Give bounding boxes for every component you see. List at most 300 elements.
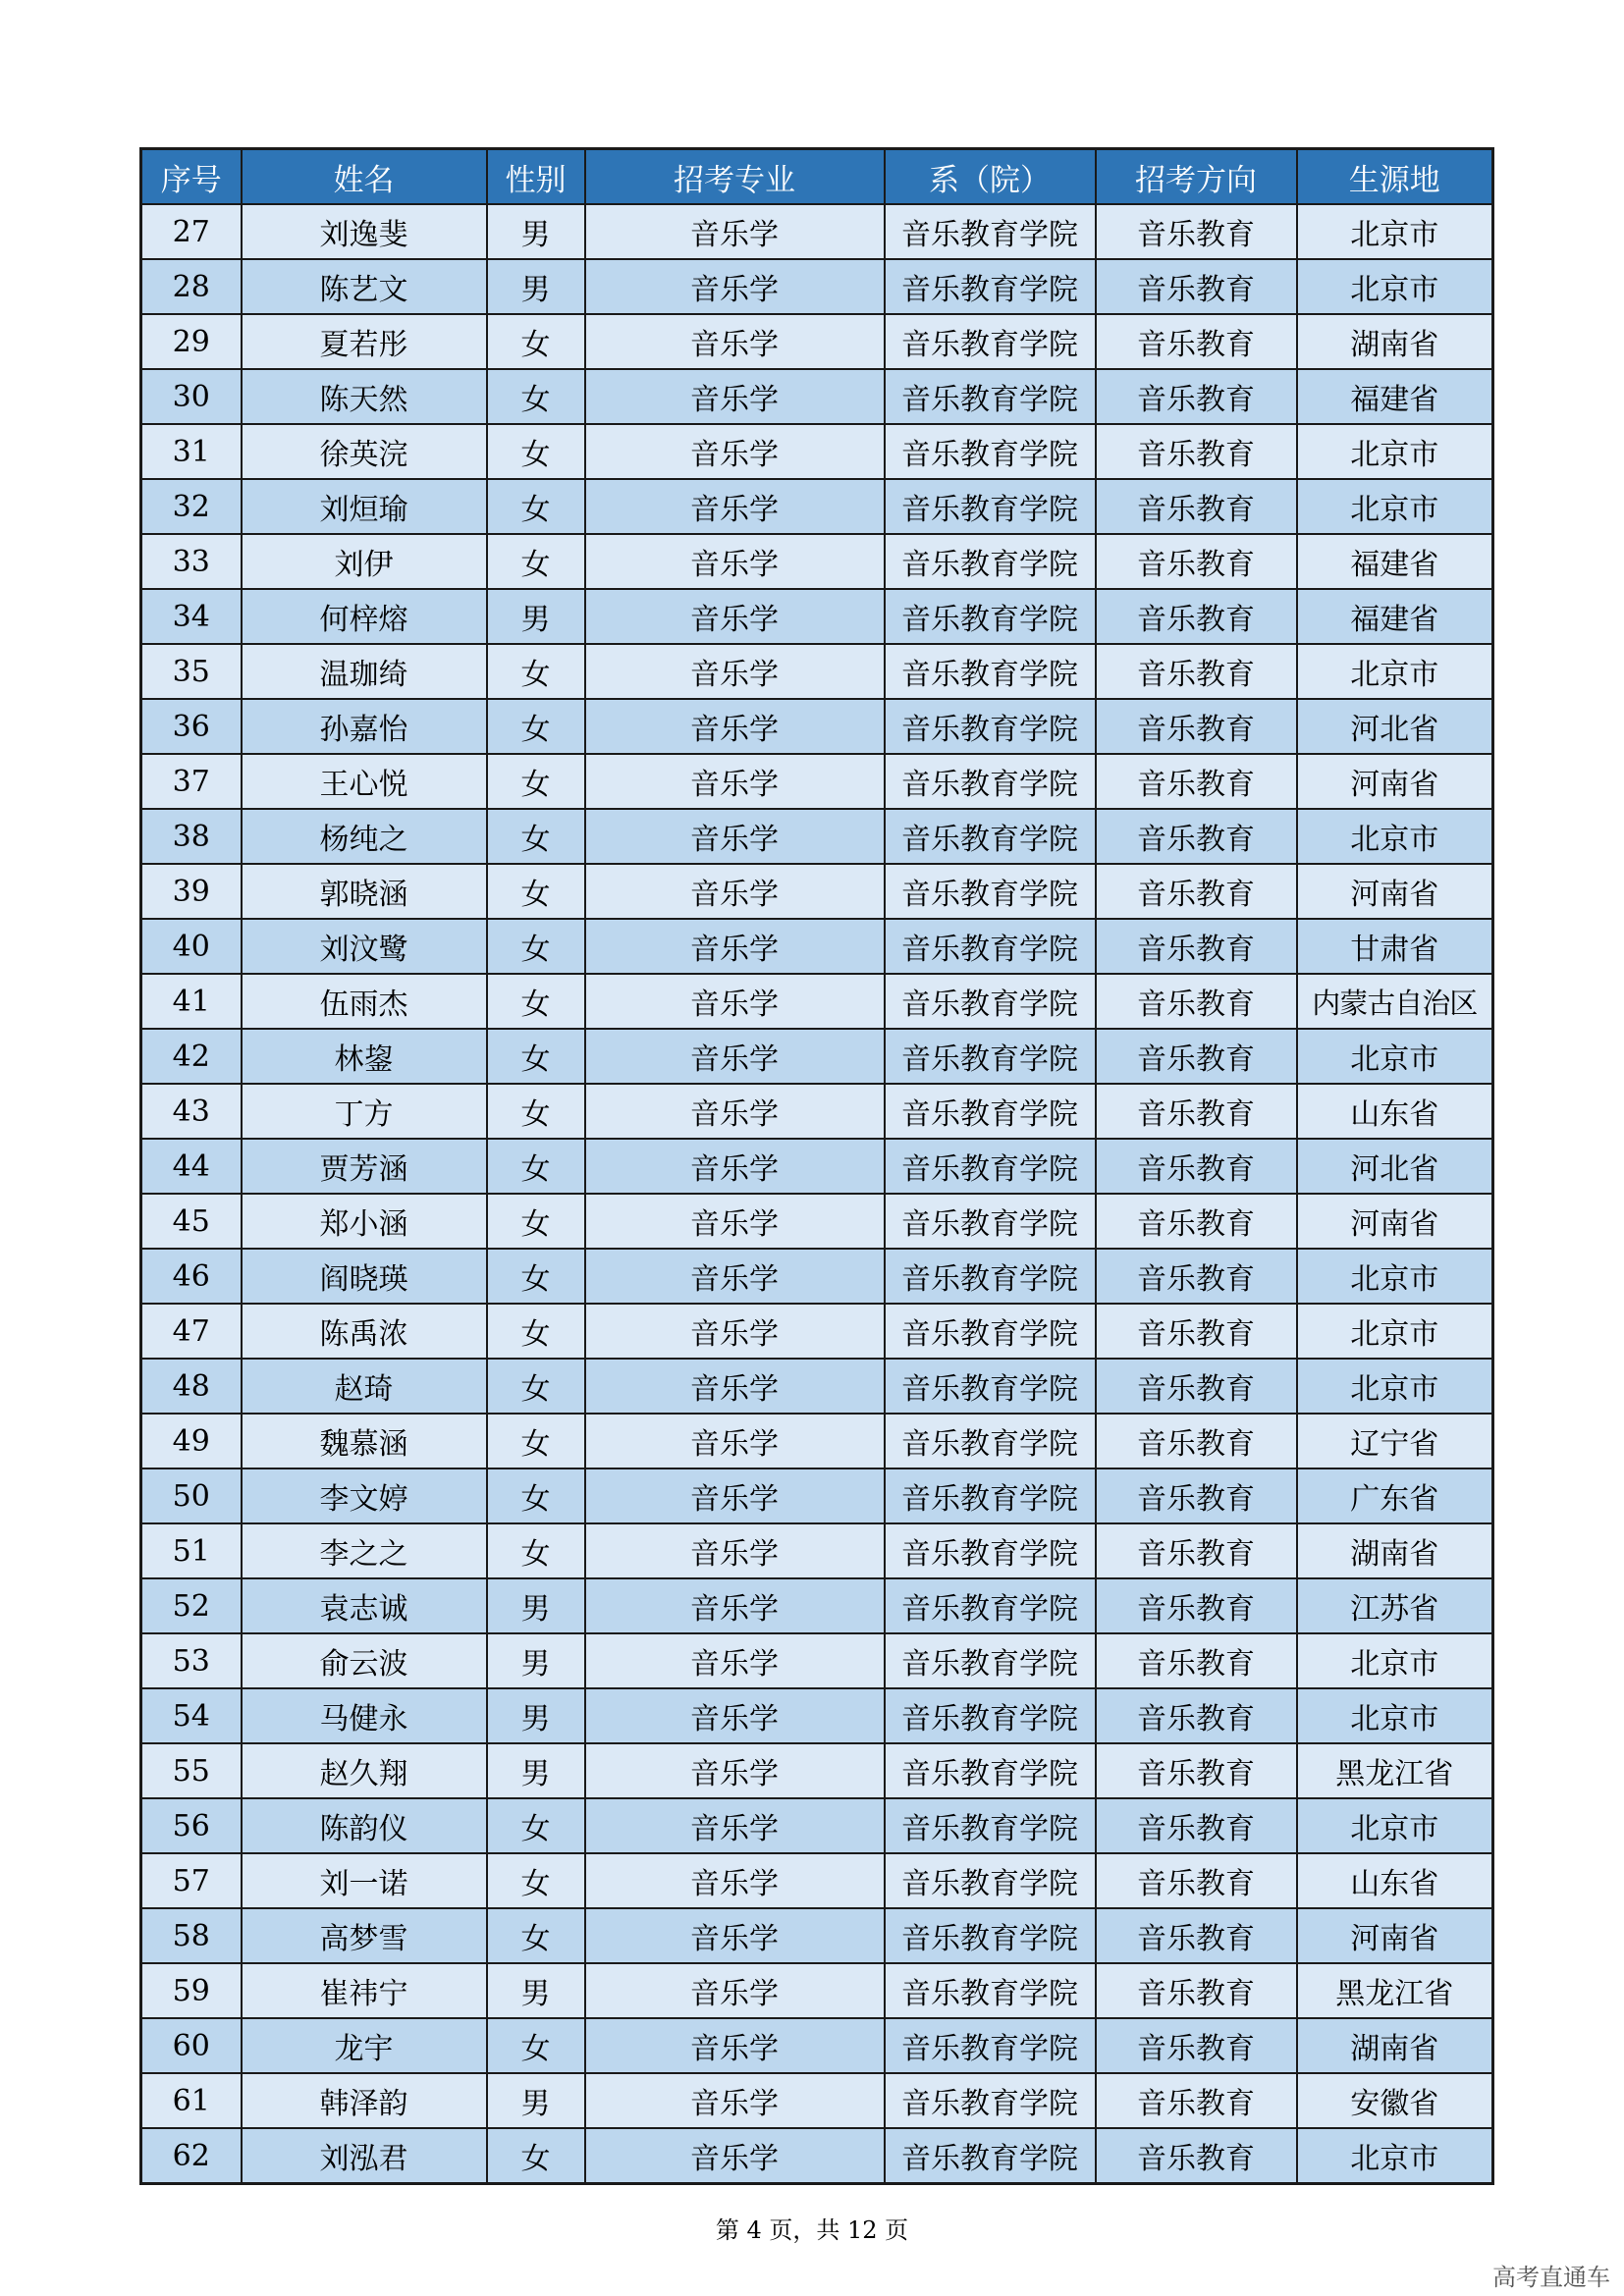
cell-origin: 河南省 xyxy=(1297,1908,1493,1963)
cell-index: 59 xyxy=(141,1963,242,2018)
cell-direction: 音乐教育 xyxy=(1096,1414,1297,1468)
cell-department: 音乐教育学院 xyxy=(885,699,1096,754)
cell-name: 陈韵仪 xyxy=(242,1798,487,1853)
cell-origin: 福建省 xyxy=(1297,369,1493,424)
cell-origin: 山东省 xyxy=(1297,1084,1493,1139)
cell-direction: 音乐教育 xyxy=(1096,314,1297,369)
cell-major: 音乐学 xyxy=(585,2128,885,2184)
table-row xyxy=(141,479,1493,534)
cell-gender: 女 xyxy=(487,1249,585,1304)
table-row xyxy=(141,809,1493,864)
cell-name: 陈禹浓 xyxy=(242,1304,487,1359)
cell-department: 音乐教育学院 xyxy=(885,1963,1096,2018)
cell-gender: 女 xyxy=(487,1139,585,1194)
cell-department: 音乐教育学院 xyxy=(885,1139,1096,1194)
cell-department: 音乐教育学院 xyxy=(885,1908,1096,1963)
cell-index: 46 xyxy=(141,1249,242,1304)
cell-direction: 音乐教育 xyxy=(1096,699,1297,754)
cell-direction: 音乐教育 xyxy=(1096,1853,1297,1908)
table-row xyxy=(141,1468,1493,1523)
cell-department: 音乐教育学院 xyxy=(885,809,1096,864)
cell-major: 音乐学 xyxy=(585,1414,885,1468)
cell-name: 丁方 xyxy=(242,1084,487,1139)
cell-origin: 湖南省 xyxy=(1297,1523,1493,1578)
cell-name: 陈艺文 xyxy=(242,259,487,314)
table-body xyxy=(141,204,1493,2184)
cell-major: 音乐学 xyxy=(585,589,885,644)
cell-index: 31 xyxy=(141,424,242,479)
cell-direction: 音乐教育 xyxy=(1096,369,1297,424)
cell-direction: 音乐教育 xyxy=(1096,204,1297,259)
cell-department: 音乐教育学院 xyxy=(885,1798,1096,1853)
cell-index: 39 xyxy=(141,864,242,919)
cell-index: 30 xyxy=(141,369,242,424)
table-row xyxy=(141,1578,1493,1633)
cell-major: 音乐学 xyxy=(585,864,885,919)
table-row xyxy=(141,699,1493,754)
cell-origin: 内蒙古自治区 xyxy=(1297,974,1493,1029)
cell-name: 刘泓君 xyxy=(242,2128,487,2184)
cell-major: 音乐学 xyxy=(585,1633,885,1688)
cell-direction: 音乐教育 xyxy=(1096,1908,1297,1963)
cell-index: 40 xyxy=(141,919,242,974)
table-row xyxy=(141,864,1493,919)
cell-name: 马健永 xyxy=(242,1688,487,1743)
table-row xyxy=(141,1688,1493,1743)
cell-gender: 女 xyxy=(487,1908,585,1963)
table-row xyxy=(141,534,1493,589)
cell-index: 32 xyxy=(141,479,242,534)
cell-origin: 湖南省 xyxy=(1297,314,1493,369)
table-row xyxy=(141,369,1493,424)
cell-major: 音乐学 xyxy=(585,1194,885,1249)
cell-department: 音乐教育学院 xyxy=(885,534,1096,589)
cell-gender: 女 xyxy=(487,1084,585,1139)
cell-department: 音乐教育学院 xyxy=(885,1578,1096,1633)
table-row xyxy=(141,204,1493,259)
cell-gender: 女 xyxy=(487,2128,585,2184)
table-row xyxy=(141,1084,1493,1139)
header-cell-origin: 生源地 xyxy=(1297,149,1493,205)
cell-origin: 河南省 xyxy=(1297,754,1493,809)
cell-gender: 男 xyxy=(487,204,585,259)
header-cell-major: 招考专业 xyxy=(585,149,885,205)
cell-department: 音乐教育学院 xyxy=(885,919,1096,974)
cell-major: 音乐学 xyxy=(585,699,885,754)
cell-gender: 女 xyxy=(487,754,585,809)
cell-origin: 安徽省 xyxy=(1297,2073,1493,2128)
cell-origin: 福建省 xyxy=(1297,589,1493,644)
header-cell-name: 姓名 xyxy=(242,149,487,205)
cell-index: 51 xyxy=(141,1523,242,1578)
cell-index: 60 xyxy=(141,2018,242,2073)
cell-name: 夏若彤 xyxy=(242,314,487,369)
cell-name: 李之之 xyxy=(242,1523,487,1578)
cell-origin: 湖南省 xyxy=(1297,2018,1493,2073)
cell-major: 音乐学 xyxy=(585,534,885,589)
cell-gender: 女 xyxy=(487,1359,585,1414)
cell-direction: 音乐教育 xyxy=(1096,1139,1297,1194)
cell-direction: 音乐教育 xyxy=(1096,2018,1297,2073)
cell-origin: 北京市 xyxy=(1297,809,1493,864)
cell-major: 音乐学 xyxy=(585,314,885,369)
cell-major: 音乐学 xyxy=(585,1139,885,1194)
cell-index: 49 xyxy=(141,1414,242,1468)
cell-gender: 女 xyxy=(487,479,585,534)
cell-gender: 女 xyxy=(487,314,585,369)
cell-department: 音乐教育学院 xyxy=(885,424,1096,479)
cell-index: 33 xyxy=(141,534,242,589)
cell-department: 音乐教育学院 xyxy=(885,2128,1096,2184)
cell-department: 音乐教育学院 xyxy=(885,479,1096,534)
cell-index: 38 xyxy=(141,809,242,864)
cell-direction: 音乐教育 xyxy=(1096,1633,1297,1688)
cell-department: 音乐教育学院 xyxy=(885,1084,1096,1139)
cell-major: 音乐学 xyxy=(585,2073,885,2128)
cell-major: 音乐学 xyxy=(585,479,885,534)
cell-department: 音乐教育学院 xyxy=(885,259,1096,314)
cell-major: 音乐学 xyxy=(585,644,885,699)
cell-department: 音乐教育学院 xyxy=(885,314,1096,369)
cell-origin: 北京市 xyxy=(1297,1359,1493,1414)
page-footer: 第 4 页，共 12 页 xyxy=(715,2216,909,2244)
table-row xyxy=(141,644,1493,699)
cell-department: 音乐教育学院 xyxy=(885,1523,1096,1578)
table-row xyxy=(141,314,1493,369)
cell-department: 音乐教育学院 xyxy=(885,974,1096,1029)
cell-name: 赵久翔 xyxy=(242,1743,487,1798)
cell-origin: 河北省 xyxy=(1297,699,1493,754)
cell-gender: 女 xyxy=(487,1029,585,1084)
cell-direction: 音乐教育 xyxy=(1096,424,1297,479)
cell-direction: 音乐教育 xyxy=(1096,1688,1297,1743)
cell-origin: 北京市 xyxy=(1297,644,1493,699)
table-row xyxy=(141,424,1493,479)
table-row xyxy=(141,1249,1493,1304)
cell-index: 54 xyxy=(141,1688,242,1743)
cell-major: 音乐学 xyxy=(585,1853,885,1908)
table-row xyxy=(141,2128,1493,2184)
cell-major: 音乐学 xyxy=(585,369,885,424)
cell-major: 音乐学 xyxy=(585,1359,885,1414)
cell-index: 56 xyxy=(141,1798,242,1853)
cell-name: 林鋆 xyxy=(242,1029,487,1084)
cell-origin: 北京市 xyxy=(1297,479,1493,534)
cell-direction: 音乐教育 xyxy=(1096,1578,1297,1633)
cell-origin: 河南省 xyxy=(1297,1194,1493,1249)
cell-index: 48 xyxy=(141,1359,242,1414)
table-row xyxy=(141,1798,1493,1853)
table-row xyxy=(141,1523,1493,1578)
table-row xyxy=(141,1194,1493,1249)
cell-gender: 男 xyxy=(487,259,585,314)
cell-major: 音乐学 xyxy=(585,1084,885,1139)
cell-origin: 北京市 xyxy=(1297,2128,1493,2184)
cell-index: 34 xyxy=(141,589,242,644)
cell-major: 音乐学 xyxy=(585,1688,885,1743)
table-row xyxy=(141,1743,1493,1798)
cell-origin: 北京市 xyxy=(1297,259,1493,314)
cell-name: 崔祎宁 xyxy=(242,1963,487,2018)
cell-department: 音乐教育学院 xyxy=(885,864,1096,919)
table-row xyxy=(141,1304,1493,1359)
cell-gender: 女 xyxy=(487,534,585,589)
cell-major: 音乐学 xyxy=(585,919,885,974)
cell-name: 温珈绮 xyxy=(242,644,487,699)
cell-department: 音乐教育学院 xyxy=(885,1304,1096,1359)
cell-department: 音乐教育学院 xyxy=(885,369,1096,424)
cell-gender: 女 xyxy=(487,1194,585,1249)
cell-gender: 女 xyxy=(487,1414,585,1468)
cell-major: 音乐学 xyxy=(585,1798,885,1853)
cell-index: 42 xyxy=(141,1029,242,1084)
cell-department: 音乐教育学院 xyxy=(885,1743,1096,1798)
cell-origin: 辽宁省 xyxy=(1297,1414,1493,1468)
cell-index: 53 xyxy=(141,1633,242,1688)
cell-index: 57 xyxy=(141,1853,242,1908)
table-header-row xyxy=(141,149,1493,205)
cell-origin: 北京市 xyxy=(1297,1249,1493,1304)
table-row xyxy=(141,2018,1493,2073)
cell-direction: 音乐教育 xyxy=(1096,1743,1297,1798)
cell-department: 音乐教育学院 xyxy=(885,1359,1096,1414)
cell-origin: 福建省 xyxy=(1297,534,1493,589)
cell-gender: 女 xyxy=(487,369,585,424)
cell-gender: 男 xyxy=(487,1743,585,1798)
cell-department: 音乐教育学院 xyxy=(885,754,1096,809)
header-cell-direction: 招考方向 xyxy=(1096,149,1297,205)
cell-direction: 音乐教育 xyxy=(1096,864,1297,919)
table-row xyxy=(141,1139,1493,1194)
cell-origin: 河南省 xyxy=(1297,864,1493,919)
cell-origin: 北京市 xyxy=(1297,1798,1493,1853)
cell-major: 音乐学 xyxy=(585,754,885,809)
cell-index: 35 xyxy=(141,644,242,699)
cell-department: 音乐教育学院 xyxy=(885,1194,1096,1249)
cell-origin: 山东省 xyxy=(1297,1853,1493,1908)
cell-name: 郑小涵 xyxy=(242,1194,487,1249)
cell-name: 刘汶鹭 xyxy=(242,919,487,974)
cell-gender: 女 xyxy=(487,974,585,1029)
cell-index: 52 xyxy=(141,1578,242,1633)
cell-direction: 音乐教育 xyxy=(1096,1084,1297,1139)
cell-direction: 音乐教育 xyxy=(1096,809,1297,864)
cell-direction: 音乐教育 xyxy=(1096,1029,1297,1084)
cell-index: 58 xyxy=(141,1908,242,1963)
cell-gender: 女 xyxy=(487,919,585,974)
cell-gender: 女 xyxy=(487,424,585,479)
table-row xyxy=(141,589,1493,644)
cell-name: 袁志诚 xyxy=(242,1578,487,1633)
cell-direction: 音乐教育 xyxy=(1096,1194,1297,1249)
cell-origin: 北京市 xyxy=(1297,1304,1493,1359)
cell-gender: 女 xyxy=(487,699,585,754)
cell-gender: 男 xyxy=(487,1633,585,1688)
table-row xyxy=(141,1029,1493,1084)
cell-gender: 女 xyxy=(487,1853,585,1908)
table-row xyxy=(141,1853,1493,1908)
cell-major: 音乐学 xyxy=(585,1523,885,1578)
cell-name: 赵琦 xyxy=(242,1359,487,1414)
table-row xyxy=(141,1414,1493,1468)
table-row xyxy=(141,919,1493,974)
cell-index: 62 xyxy=(141,2128,242,2184)
cell-index: 55 xyxy=(141,1743,242,1798)
cell-department: 音乐教育学院 xyxy=(885,644,1096,699)
cell-direction: 音乐教育 xyxy=(1096,2073,1297,2128)
cell-major: 音乐学 xyxy=(585,1249,885,1304)
cell-gender: 女 xyxy=(487,2018,585,2073)
cell-name: 郭晓涵 xyxy=(242,864,487,919)
cell-gender: 女 xyxy=(487,1304,585,1359)
cell-gender: 男 xyxy=(487,1688,585,1743)
cell-index: 61 xyxy=(141,2073,242,2128)
watermark-text: 高考直通车 xyxy=(1492,2264,1610,2291)
table-row xyxy=(141,1908,1493,1963)
cell-origin: 江苏省 xyxy=(1297,1578,1493,1633)
cell-major: 音乐学 xyxy=(585,1304,885,1359)
cell-direction: 音乐教育 xyxy=(1096,2128,1297,2184)
cell-index: 50 xyxy=(141,1468,242,1523)
cell-direction: 音乐教育 xyxy=(1096,1359,1297,1414)
header-cell-index: 序号 xyxy=(141,149,242,205)
cell-major: 音乐学 xyxy=(585,809,885,864)
cell-gender: 女 xyxy=(487,1468,585,1523)
cell-department: 音乐教育学院 xyxy=(885,1468,1096,1523)
cell-origin: 北京市 xyxy=(1297,1688,1493,1743)
cell-origin: 广东省 xyxy=(1297,1468,1493,1523)
cell-index: 44 xyxy=(141,1139,242,1194)
cell-department: 音乐教育学院 xyxy=(885,1853,1096,1908)
cell-gender: 女 xyxy=(487,864,585,919)
cell-gender: 女 xyxy=(487,1523,585,1578)
cell-name: 贾芳涵 xyxy=(242,1139,487,1194)
cell-direction: 音乐教育 xyxy=(1096,479,1297,534)
cell-name: 杨纯之 xyxy=(242,809,487,864)
cell-name: 高梦雪 xyxy=(242,1908,487,1963)
cell-name: 龙宇 xyxy=(242,2018,487,2073)
table-row xyxy=(141,754,1493,809)
cell-name: 刘伊 xyxy=(242,534,487,589)
cell-name: 陈天然 xyxy=(242,369,487,424)
cell-index: 27 xyxy=(141,204,242,259)
table-row xyxy=(141,1963,1493,2018)
cell-name: 俞云波 xyxy=(242,1633,487,1688)
cell-index: 47 xyxy=(141,1304,242,1359)
cell-major: 音乐学 xyxy=(585,1908,885,1963)
cell-major: 音乐学 xyxy=(585,259,885,314)
cell-name: 何梓熔 xyxy=(242,589,487,644)
cell-gender: 男 xyxy=(487,589,585,644)
cell-department: 音乐教育学院 xyxy=(885,1633,1096,1688)
admission-table-container xyxy=(139,147,1491,2185)
cell-direction: 音乐教育 xyxy=(1096,1798,1297,1853)
cell-origin: 黑龙江省 xyxy=(1297,1743,1493,1798)
cell-name: 阎晓瑛 xyxy=(242,1249,487,1304)
cell-name: 孙嘉怡 xyxy=(242,699,487,754)
cell-direction: 音乐教育 xyxy=(1096,1304,1297,1359)
cell-name: 刘逸斐 xyxy=(242,204,487,259)
cell-origin: 河北省 xyxy=(1297,1139,1493,1194)
cell-index: 45 xyxy=(141,1194,242,1249)
cell-direction: 音乐教育 xyxy=(1096,1523,1297,1578)
cell-gender: 女 xyxy=(487,1798,585,1853)
cell-department: 音乐教育学院 xyxy=(885,1249,1096,1304)
cell-department: 音乐教育学院 xyxy=(885,589,1096,644)
cell-gender: 女 xyxy=(487,644,585,699)
cell-name: 王心悦 xyxy=(242,754,487,809)
cell-name: 魏慕涵 xyxy=(242,1414,487,1468)
cell-name: 伍雨杰 xyxy=(242,974,487,1029)
cell-major: 音乐学 xyxy=(585,424,885,479)
cell-department: 音乐教育学院 xyxy=(885,204,1096,259)
cell-name: 刘一诺 xyxy=(242,1853,487,1908)
cell-index: 29 xyxy=(141,314,242,369)
cell-direction: 音乐教育 xyxy=(1096,974,1297,1029)
table-row xyxy=(141,1633,1493,1688)
cell-major: 音乐学 xyxy=(585,1963,885,2018)
cell-index: 41 xyxy=(141,974,242,1029)
cell-origin: 黑龙江省 xyxy=(1297,1963,1493,2018)
cell-direction: 音乐教育 xyxy=(1096,919,1297,974)
cell-origin: 北京市 xyxy=(1297,204,1493,259)
cell-origin: 北京市 xyxy=(1297,1633,1493,1688)
cell-gender: 男 xyxy=(487,2073,585,2128)
cell-name: 刘烜瑜 xyxy=(242,479,487,534)
table-row xyxy=(141,1359,1493,1414)
cell-major: 音乐学 xyxy=(585,1468,885,1523)
cell-gender: 男 xyxy=(487,1578,585,1633)
cell-name: 徐英浣 xyxy=(242,424,487,479)
cell-gender: 男 xyxy=(487,1963,585,2018)
cell-name: 李文婷 xyxy=(242,1468,487,1523)
cell-direction: 音乐教育 xyxy=(1096,754,1297,809)
cell-department: 音乐教育学院 xyxy=(885,2018,1096,2073)
table-row xyxy=(141,974,1493,1029)
cell-direction: 音乐教育 xyxy=(1096,1963,1297,2018)
cell-origin: 甘肃省 xyxy=(1297,919,1493,974)
cell-direction: 音乐教育 xyxy=(1096,1249,1297,1304)
cell-direction: 音乐教育 xyxy=(1096,644,1297,699)
cell-major: 音乐学 xyxy=(585,2018,885,2073)
cell-department: 音乐教育学院 xyxy=(885,1029,1096,1084)
cell-department: 音乐教育学院 xyxy=(885,2073,1096,2128)
cell-origin: 北京市 xyxy=(1297,1029,1493,1084)
cell-direction: 音乐教育 xyxy=(1096,589,1297,644)
cell-major: 音乐学 xyxy=(585,1578,885,1633)
cell-major: 音乐学 xyxy=(585,204,885,259)
cell-major: 音乐学 xyxy=(585,1743,885,1798)
cell-index: 28 xyxy=(141,259,242,314)
table-row xyxy=(141,259,1493,314)
cell-major: 音乐学 xyxy=(585,974,885,1029)
cell-origin: 北京市 xyxy=(1297,424,1493,479)
header-cell-department: 系（院） xyxy=(885,149,1096,205)
cell-name: 韩泽韵 xyxy=(242,2073,487,2128)
admission-table xyxy=(139,147,1494,2185)
cell-index: 36 xyxy=(141,699,242,754)
cell-direction: 音乐教育 xyxy=(1096,534,1297,589)
cell-gender: 女 xyxy=(487,809,585,864)
cell-department: 音乐教育学院 xyxy=(885,1688,1096,1743)
cell-index: 43 xyxy=(141,1084,242,1139)
cell-direction: 音乐教育 xyxy=(1096,259,1297,314)
cell-major: 音乐学 xyxy=(585,1029,885,1084)
cell-direction: 音乐教育 xyxy=(1096,1468,1297,1523)
cell-index: 37 xyxy=(141,754,242,809)
header-cell-gender: 性别 xyxy=(487,149,585,205)
table-row xyxy=(141,2073,1493,2128)
